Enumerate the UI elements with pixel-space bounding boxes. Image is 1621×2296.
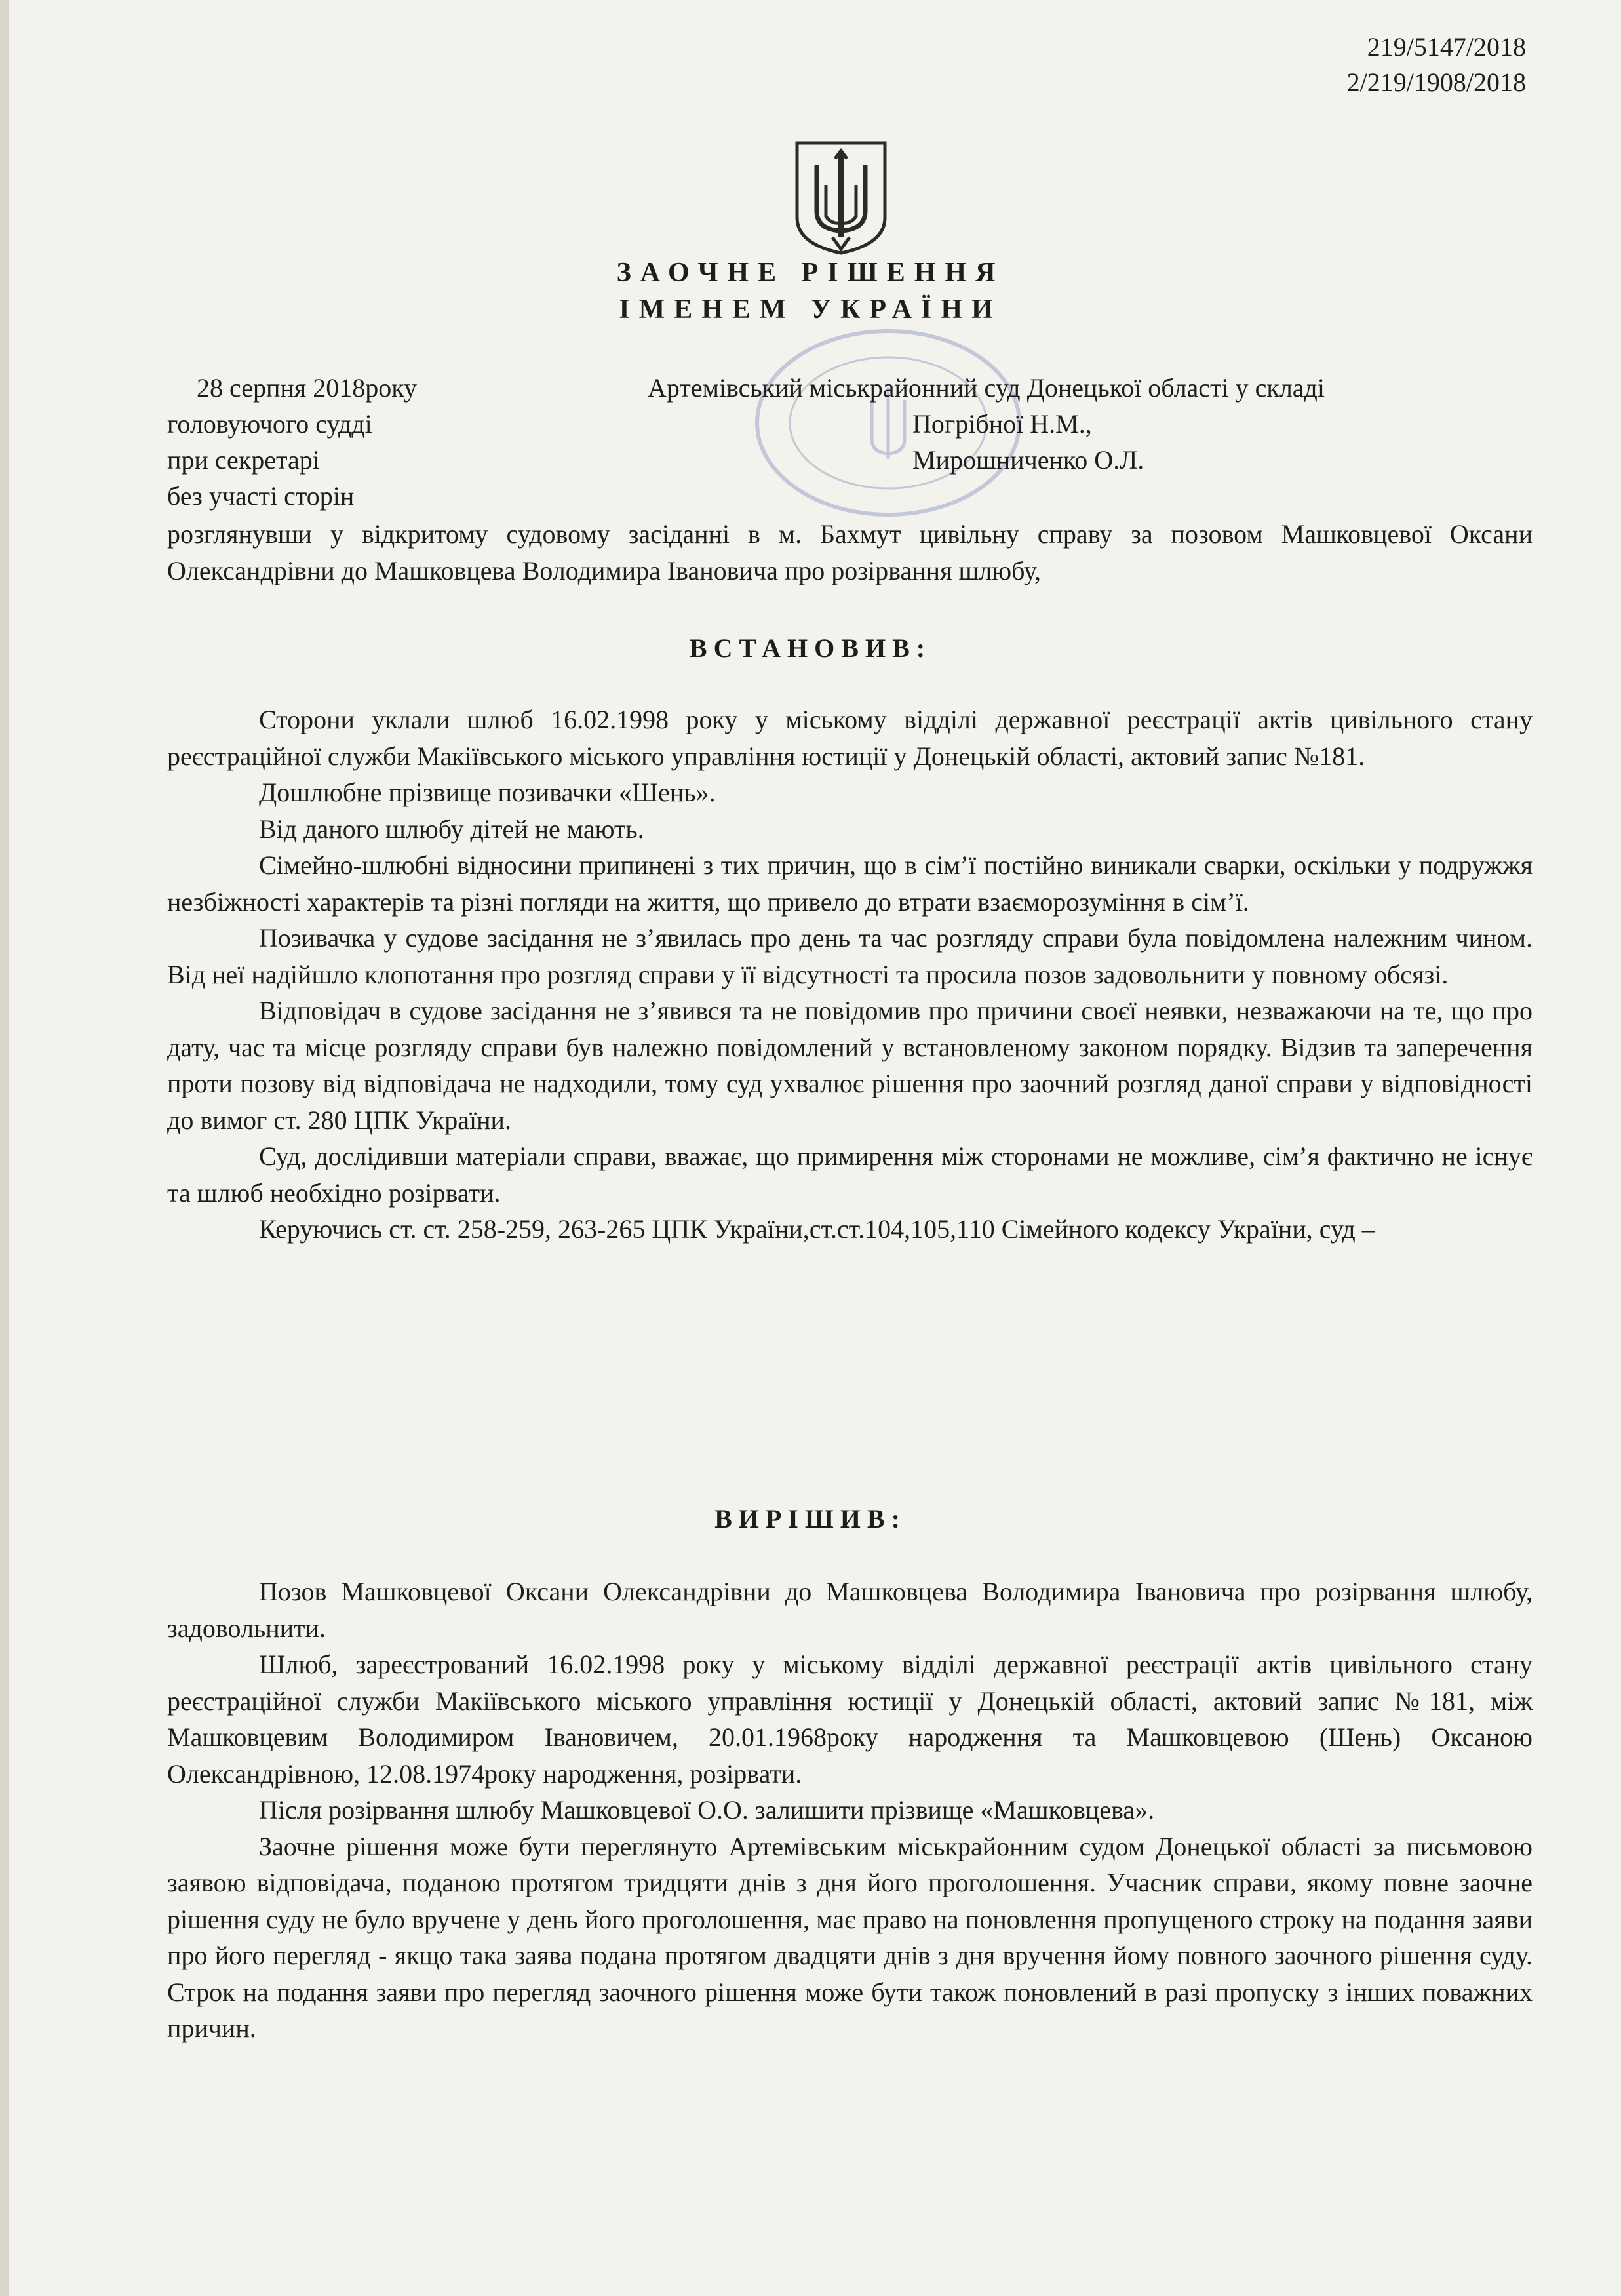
decided-paragraph: Шлюб, зареєстрований 16.02.1998 року у міському відділі державної реєстрації актів цивільного стану реєстраційної служби Макіївського міського управління юстиції у Донецькій області, актовий запис №181, між Машковцевим Володимиром Івановичем, 20.01.1968року народження та Машковцевою (Шень) Оксаною Олександрівною, 12.08.1974року народження, розірвати. <box>167 1650 1533 1789</box>
established-paragraph: Від даного шлюбу дітей не мають. <box>259 814 644 844</box>
established-paragraph: Відповідач в судове засідання не з’явився та не повідомив про причини своєї неявки, незважаючи на те, що про дату, час та місце розгляду справи був належно повідомлений у встановленому законом порядку. Відзив та заперечення проти позову від відповідача не надходили, тому суд ухвалює рішення про заочний розгляд даної справи у відповідності до вимог ст. 280 ЦПК України. <box>167 996 1533 1135</box>
document-title-line-1: ЗАОЧНЕ РІШЕННЯ <box>616 258 1005 288</box>
court-name: Артемівський міськрайонний суд Донецької області у складі <box>648 373 1325 403</box>
coat-of-arms-icon <box>792 139 890 256</box>
established-paragraph: Суд, дослідивши матеріали справи, вважає, що примирення між сторонами не можливе, сім’я фактично не існує та шлюб необхідно розірвати. <box>167 1141 1533 1208</box>
established-paragraph: Сімейно-шлюбні відносини припинені з тих причин, що в сім’ї постійно виникали сварки, оскільки у подружжя незбіжності характерів та різні погляди на життя, що привело до втрати взаєморозуміння в сім’ї. <box>167 850 1533 917</box>
document-title-line-2: ІМЕНЕМ УКРАЇНИ <box>619 294 1002 325</box>
decided-paragraph: Після розірвання шлюбу Машковцевої О.О. залишити прізвище «Машковцева». <box>259 1795 1155 1825</box>
case-number-1: 219/5147/2018 <box>1367 32 1526 62</box>
presiding-judge-name: Погрібної Н.М., <box>912 409 1092 439</box>
parties-note: без участі сторін <box>167 481 355 511</box>
established-paragraph: Позивачка у судове засідання не з’явилась про день та час розгляду справи була повідомлена належним чином. Від неї надійшло клопотання про розгляд справи у її відсутності та просила позов задовольнити у повному обсязі. <box>167 923 1533 989</box>
intro-block <box>167 516 1533 589</box>
established-section <box>167 702 1533 1248</box>
established-paragraph: Дошлюбне прізвище позивачки «Шень». <box>259 778 716 807</box>
decided-section <box>167 1574 1533 2047</box>
decided-paragraph: Заочне рішення може бути переглянуто Артемівським міськрайонним судом Донецької області за письмовою заявою відповідача, поданою протягом тридцяти днів з дня його проголошення. Учасник справи, якому повне заочне рішення суду не було вручене у день його проголошення, має право на поновлення пропущеного строку на подання заяви про його перегляд - якщо така заява подана протягом двадцяти днів з дня вручення йому повного заочного рішення суду. Строк на подання заяви про перегляд заочного рішення може бути також поновлений в разі пропуску з інших поважних причин. <box>167 1831 1533 2043</box>
case-number-2: 2/219/1908/2018 <box>1346 68 1526 97</box>
intro-paragraph: розглянувши у відкритому судовому засіданні в м. Бахмут цивільну справу за позовом Машковцевої Оксани Олександрівни до Машковцева Володимира Івановича про розірвання шлюбу, <box>167 519 1533 585</box>
heading-decided: ВИРІШИВ: <box>714 1504 907 1534</box>
decided-paragraph: Позов Машковцевої Оксани Олександрівни до Машковцева Володимира Івановича про розірвання шлюбу, задовольнити. <box>167 1577 1533 1643</box>
presiding-label: головуючого судді <box>167 409 372 439</box>
established-paragraph: Сторони уклали шлюб 16.02.1998 року у міському відділі державної реєстрації актів цивільного стану реєстраційної служби Макіївського міського управління юстиції у Донецькій області, актовий запис №181. <box>167 705 1533 771</box>
secretary-label: при секретарі <box>167 445 320 475</box>
heading-established: ВСТАНОВИВ: <box>689 633 932 663</box>
decision-date: 28 серпня 2018року <box>197 373 418 403</box>
established-paragraph: Керуючись ст. ст. 258-259, 263-265 ЦПК України,ст.ст.104,105,110 Сімейного кодексу України, суд – <box>259 1214 1375 1244</box>
case-numbers <box>1347 30 1526 100</box>
secretary-name: Мирошниченко О.Л. <box>912 445 1144 475</box>
scan-edge <box>0 0 9 2296</box>
